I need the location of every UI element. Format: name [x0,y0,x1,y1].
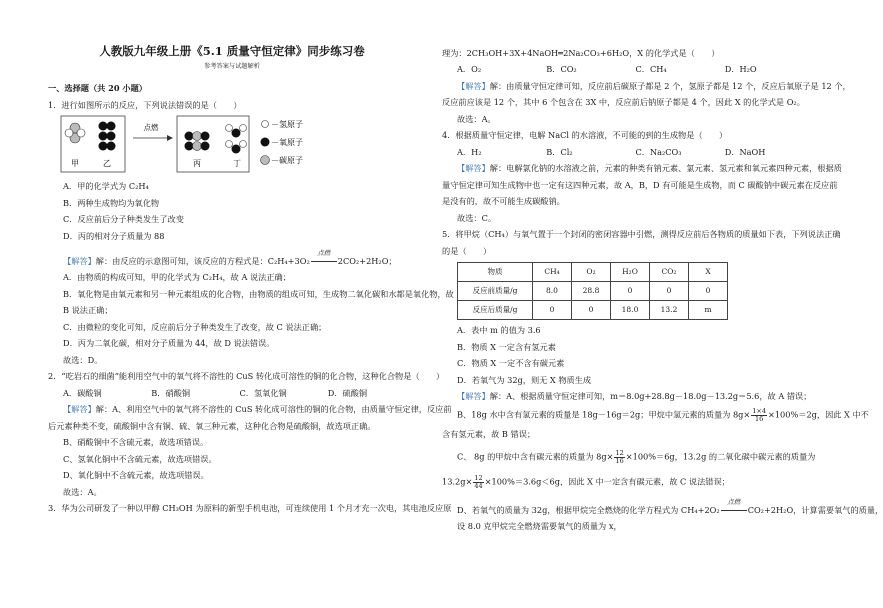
q3-analysis: 【解答】解：由质量守恒定律可知，反应前后碳原子都是 2 个，氢原子都是 12 个，反应后氧原子是 12 个， [457,80,851,91]
q4-option-a: A．H₂ [457,146,482,157]
q1-line-b2: B 说法正确； [63,305,113,315]
table-cell: 8.0 [533,281,572,300]
q4-option-d: D．NaOH [724,146,766,157]
q2-answer: 故选：A。 [63,486,102,497]
q3-analysis-2: 反应前应该是 12 个，其中 6 个包含在 3X 中，反应前后钠原子都是 4 个，因此 X 的化学式是 O₂。 [442,97,805,107]
table-cell: 0 [650,281,689,300]
q1-option-a: A．甲的化学式为 C₂H₄ [63,181,149,191]
molecule-bing [185,131,210,150]
table-cell: 28.8 [572,281,611,300]
q2-option-a: A．碳酸铜 [63,387,102,398]
q2-options [48,387,416,399]
q4-analysis-3: 是没有的，故不可能生成碳酸钠。 [442,196,565,206]
arrow-head [167,135,173,141]
fraction: $\frac{12}{44}$ [474,473,483,490]
q1-stem: 1．进行如图所示的反应，下列说法错误的是（ ） [48,99,242,110]
table-cell: m [689,300,728,319]
table-cell: 0 [689,281,728,300]
legend-oxygen: －氧原子 [271,137,303,147]
page-title: 人教版九年级上册《5.1 质量守恒定律》同步练习卷 [99,44,365,58]
q5-option-c: C．物质 X 一定不含有碳元素 [457,358,565,368]
table-header-cell: H₂O [611,262,650,281]
q5-option-b: B．物质 X 一定含有氢元素 [457,341,556,352]
q2-option-b: B．硝酸铜 [151,387,191,398]
table-header-cell: CH₄ [533,262,572,281]
q2-analysis-2: 后元素种类不变，硫酸铜中含有铜、硫、氧三种元素，这种化合物是硫酸铜，故选项正确。 [48,420,376,431]
fraction: $\frac{12}{16}$ [615,448,624,465]
q1-analysis: 【解答】解：由反应的示意图可知，该反应的方程式是：C₂H₄+3O₂ 点燃 2CO₂+2H₂O； [63,248,397,266]
q4-analysis: 【解答】解：电解氯化钠的水溶液之前，元素的种类有钠元素、氯元素、氢元素和氧元素四种元素，根据质 [457,163,842,173]
hydrogen-atom-icon [262,120,269,127]
q1-line-c: C．由微粒的变化可知，反应前后分子种类发生了改变，故 C 说法正确； [63,321,327,332]
table-row [458,281,728,300]
q3-option-c: C．CH₄ [635,64,667,74]
q4-option-b: B．Cl₂ [546,146,573,157]
molecule-yi [99,121,116,150]
q3-option-b: B．CO₂ [546,64,577,74]
reaction-diagram [61,114,341,176]
table-cell: 反应后质量/g [458,300,533,319]
reaction-condition: 点燃 [310,255,338,267]
table-cell: 0 [611,281,650,300]
analysis-tag: 【解答】 [457,80,490,91]
label-yi: 乙 [103,158,111,168]
q3-answer: 故选：A。 [457,113,496,124]
carbon-atom-icon [261,155,270,164]
q5-stem: 5．将甲烷（CH₄）与氧气置于一个封闭的密闭容器中引燃，测得反应前后各物质的质量如下表，下列说法正确 [442,229,841,239]
q3-option-a: A．O₂ [457,64,482,74]
q5-analysis-b2: 含有氢元素，故 B 错误； [442,428,536,439]
table-cell: 反应前质量/g [458,281,533,300]
legend [261,119,304,165]
q2-stem: 2．“吃岩石的细菌”能利用空气中的氧气将不溶性的 CuS 转化成可溶性的铜的化合物，这种化合物是（ ） [48,371,445,381]
analysis-tag: 【解答】 [63,255,96,266]
q4-answer: 故选：C。 [457,212,497,223]
q2-line-b: B、硝酸铜中不含硫元素，故选项错误。 [63,437,209,447]
legend-carbon: －碳原子 [271,155,303,165]
section-heading: 一、选择题（共 20 小题） [48,83,147,93]
table-cell: 18.0 [611,300,650,319]
right-column [442,42,883,532]
q1-option-c: C．反应前后分子种类发生了改变 [63,214,184,224]
table-header-cell: X [689,262,728,281]
q4-analysis-2: 量守恒定律可知生成物中也一定有这四种元素，故 A，B，D 有可能是生成物，而 C 碳酸钠中碳元素在反应前 [442,179,838,190]
q2-analysis: 【解答】解：A、利用空气中的氧气将不溶性的 CuS 转化成可溶性的铜的化合物，由质量守恒定律，反应前 [63,404,452,414]
table-row [458,300,728,319]
q1-option-d: D．丙的相对分子质量为 88 [63,230,165,241]
q3-stem-2: 理为：2CH₃OH+3X+4NaOH═2Na₂CO₃+6H₂O，X 的化学式是（ ） [442,47,720,58]
q4-option-c: C．Na₂CO₃ [635,146,682,157]
q5-stem-2: 的是（ ） [442,245,492,256]
q1-answer: 故选：D。 [63,354,103,365]
q5-analysis-d2: 设 8.0 克甲烷完全燃烧需要氧气的质量为 x， [457,521,622,531]
molecule-ding [226,124,247,153]
table-cell: 0 [533,300,572,319]
table-header-cell: CO₂ [650,262,689,281]
fraction: $\frac{1\times 4}{16}$ [752,407,766,423]
q1-line-a: A．由物质的构成可知，甲的化学式为 C₂H₄，故 A 说法正确； [63,272,291,282]
arrow-label: 点燃 [143,122,159,132]
molecule-jia [65,123,85,143]
q3-options [442,63,814,75]
q3-option-d: D．H₂O [724,64,757,74]
q1-option-b: B．两种生成物均为氧化物 [63,197,160,208]
page-subtitle: 参考答案与试题解析 [204,63,260,70]
label-ding: 丁 [233,158,241,168]
q5-analysis-b: B、18g 水中含有氢元素的质量是 18g－16g＝2g；甲烷中氢元素的质量为 8g× $\frac{1\times 4}{16}$ ×100%＝2g，因此 X 中不 [457,407,869,423]
q2-option-d: D．硫酸铜 [327,387,368,398]
q2-line-c: C、氢氧化铜中不含硫元素，故选项错误。 [63,453,217,464]
analysis-tag: 【解答】 [63,404,96,414]
q4-stem: 4．根据质量守恒定律，电解 NaCl 的水溶液，不可能的到的生成物是（ ） [442,130,728,140]
q5-option-a: A．表中 m 的值为 3.6 [457,325,541,335]
q2-line-d: D、氧化铜中不含硫元素，故选项错误。 [63,470,209,480]
table-cell: 0 [572,300,611,319]
q5-analysis-a: 【解答】解：A、根据质量守恒定律可知，m＝8.0g+28.8g－18.0g－13.2g＝5.6，故 A 错误； [457,391,812,401]
analysis-tag: 【解答】 [457,391,490,401]
label-bing: 丙 [193,158,201,168]
legend-hydrogen: －氢原子 [271,119,303,129]
q1-line-b: B．氧化物是由氧元素和另一种元素组成的化合物，由物质的组成可知，生成物二氧化碳和水都是氧化物，故 [63,288,454,299]
q5-analysis-d: D、若氧气的质量为 32g，根据甲烷完全燃烧的化学方程式为 CH₄+2O₂ 点燃 CO₂+2H₂O，计算需要氧气的质量， [457,497,883,515]
table-header-row [458,262,728,281]
q3-stem: 3．华为公司研发了一种以甲醇 CH₃OH 为原料的新型手机电池，可连续使用 1 个月才充一次电，其电池反应原 [48,503,452,513]
table-cell: 13.2 [650,300,689,319]
oxygen-atom-icon [261,137,270,146]
q1-line-d: D．丙为二氧化碳，相对分子质量为 44，故 D 说法错误。 [63,338,275,348]
reaction-condition: 点燃 [720,504,748,516]
analysis-tag: 【解答】 [457,163,490,173]
table-header-cell: O₂ [572,262,611,281]
mass-table [457,262,728,320]
q5-analysis-c: C、 8g 的甲烷中含有碳元素的质量为 8g× $\frac{12}{16}$ ×100%＝6g，13.2g 的二氧化碳中碳元素的质量为 [457,448,816,465]
table-header-cell: 物质 [458,262,533,281]
label-jia: 甲 [71,158,79,168]
left-column [48,0,454,514]
q5-analysis-c2: 13.2g× $\frac{12}{44}$ ×100%＝3.6g＜6g，因此 X 中一定含有碳元素，故 C 说法错误； [442,473,730,490]
q5-option-d: D．若氧气为 32g，则无 X 物质生成 [457,374,592,385]
q2-option-c: C．氢氧化铜 [239,387,287,398]
q4-options [442,146,814,158]
